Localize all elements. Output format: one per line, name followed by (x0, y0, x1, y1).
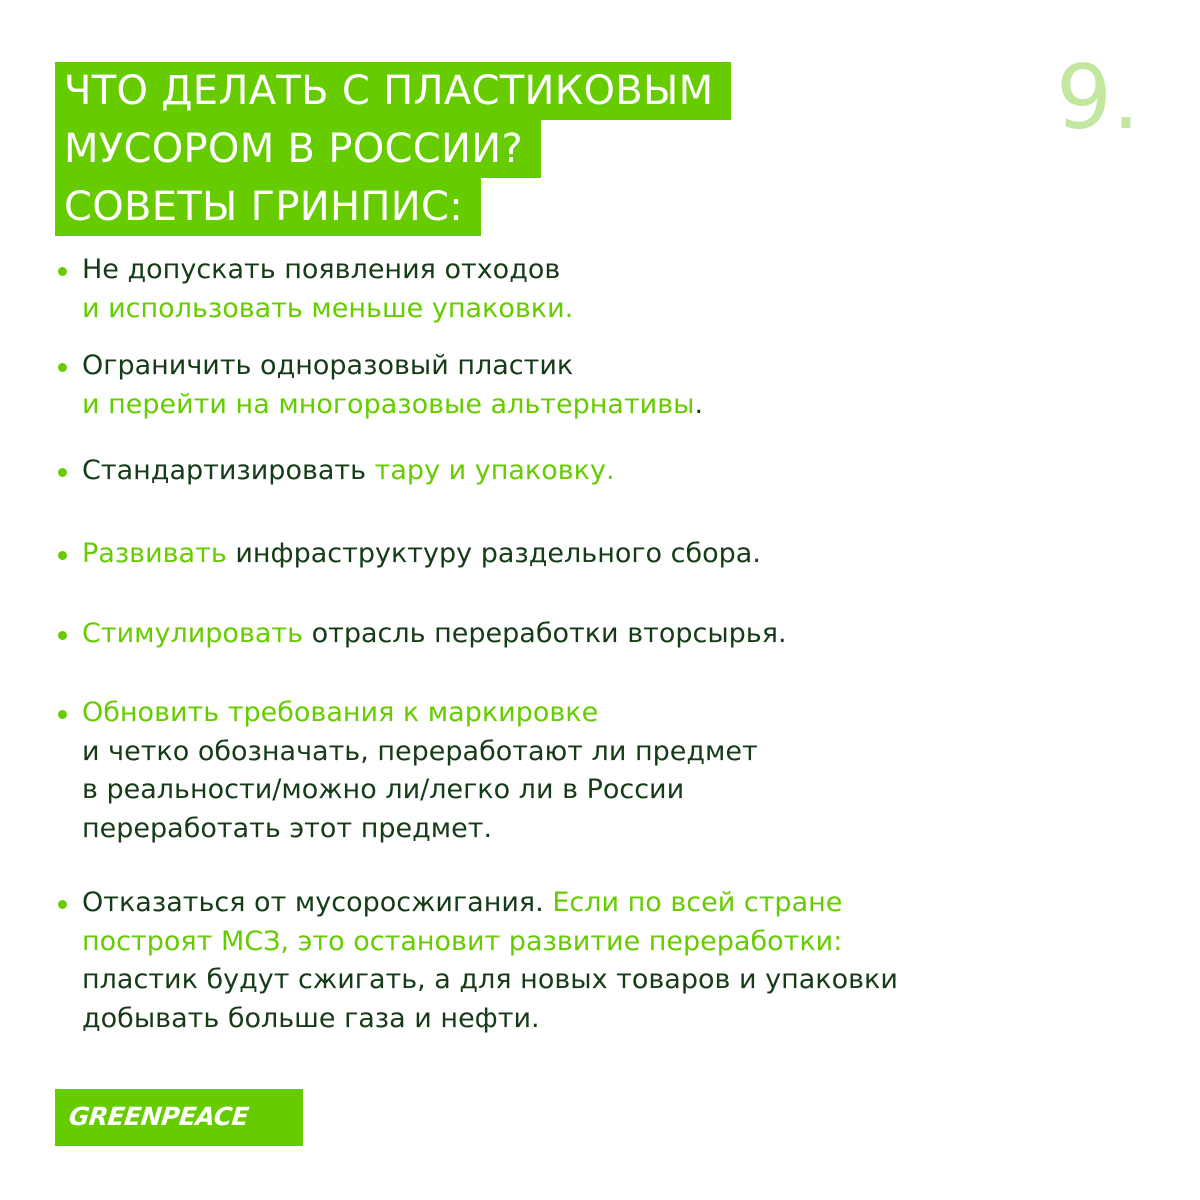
bullet-dot-icon (58, 900, 67, 909)
tip-text: в реальности/можно ли/легко ли в России (82, 774, 685, 805)
tip-line (82, 961, 1056, 1000)
tip-line (82, 290, 1056, 329)
tip-text: добывать больше газа и нефти. (82, 1002, 540, 1034)
bullet-dot-icon (58, 267, 67, 276)
tip-text: и четко обозначать, переработают ли предмет (82, 735, 758, 767)
tip-line (82, 386, 1056, 425)
greenpeace-logo (55, 1089, 303, 1146)
tip-text-highlight: Обновить требования к маркировке (82, 697, 599, 728)
tip-text: инфраструктуру раздельного сбора. (226, 538, 761, 569)
tip-text-highlight: Если по всей стране (552, 887, 843, 918)
tip-item-5 (56, 615, 1056, 654)
tip-line (82, 884, 1056, 923)
tip-text-highlight: Развивать (82, 538, 227, 569)
tip-line (82, 615, 1056, 654)
tip-item-2 (56, 347, 1056, 424)
headline (55, 62, 731, 236)
tip-text: Стандартизировать (82, 455, 375, 486)
tip-line (82, 771, 1056, 810)
tip-text-highlight: построят МСЗ, это остановит развитие переработки: (82, 925, 843, 957)
tip-text: . (694, 388, 704, 420)
tip-line (82, 923, 1056, 962)
tip-text: пластик будут сжигать, а для новых товаров и упаковки (82, 964, 898, 995)
tip-item-4 (56, 535, 1056, 574)
tip-line (82, 694, 1056, 733)
headline-line-1: ЧТО ДЕЛАТЬ С ПЛАСТИКОВЫМ (55, 62, 731, 120)
tip-line (82, 535, 1056, 574)
tip-text: Отказаться от мусоросжигания. (82, 887, 553, 918)
tip-line (82, 1000, 1056, 1039)
headline-line-3: СОВЕТЫ ГРИНПИС: (55, 178, 481, 236)
tip-line (82, 452, 1056, 491)
tip-item-7 (56, 884, 1056, 1038)
bullet-dot-icon (58, 468, 67, 477)
tip-text: отрасль переработки вторсырья. (303, 618, 787, 649)
tip-line (82, 347, 1056, 386)
tip-item-1 (56, 251, 1056, 328)
tip-line (82, 251, 1056, 290)
tip-text-highlight: и перейти на многоразовые альтернативы (82, 388, 695, 420)
tip-line (82, 810, 1056, 849)
bullet-dot-icon (58, 363, 67, 372)
bullet-dot-icon (58, 710, 67, 719)
tip-text: Не допускать появления отходов (82, 254, 561, 285)
tip-text-highlight: и использовать меньше упаковки. (82, 292, 574, 324)
bullet-dot-icon (58, 551, 67, 560)
tip-text-highlight: Стимулировать (82, 618, 304, 649)
tip-line (82, 733, 1056, 772)
bullet-dot-icon (58, 631, 67, 640)
page-number: 9. (1056, 46, 1140, 149)
tip-text: Ограничить одноразовый пластик (82, 350, 574, 381)
tip-item-6 (56, 694, 1056, 848)
headline-line-2: МУСОРОМ В РОССИИ? (55, 120, 541, 178)
tip-text-highlight: тару и упаковку. (374, 455, 615, 486)
tip-item-3 (56, 452, 1056, 491)
tip-text: переработать этот предмет. (82, 812, 493, 844)
logo-text: GREENPEACE (67, 1102, 250, 1131)
